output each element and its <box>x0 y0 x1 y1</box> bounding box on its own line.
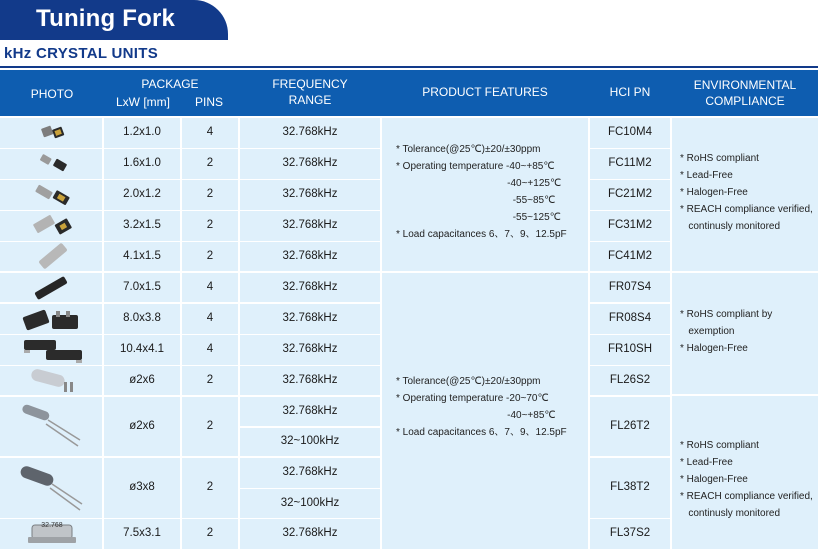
package-size: 1.6x1.0 <box>123 157 161 169</box>
pin-count: 2 <box>206 419 214 432</box>
part-number: FR08S4 <box>608 312 652 324</box>
cylinder-leaded-crystal-icon <box>16 462 86 512</box>
package-size: 7.0x1.5 <box>123 280 161 293</box>
part-number: FR07S4 <box>608 280 652 293</box>
package-size: ø2x6 <box>129 373 155 386</box>
package-size: 3.2x1.5 <box>123 219 161 231</box>
pin-count: 2 <box>206 527 214 539</box>
env-line: * REACH compliance verified, <box>680 204 813 215</box>
molded-crystal-icon <box>30 274 72 300</box>
table-header <box>0 70 818 116</box>
env-line: * RoHS compliant by <box>680 309 773 320</box>
part-number: FL37S2 <box>609 527 651 539</box>
frequency-value: 32.768kHz <box>282 219 338 231</box>
pin-count: 4 <box>206 126 214 138</box>
header-frequency: FREQUENCY <box>272 77 348 91</box>
header-features: PRODUCT FEATURES <box>422 85 548 99</box>
frequency-value: 32.768kHz <box>282 126 338 138</box>
env-line: * Halogen-Free <box>680 343 748 354</box>
frequency-value: 32.768kHz <box>282 404 338 417</box>
env-line: * RoHS compliant <box>680 153 759 164</box>
smd-crystal-icon <box>38 153 70 173</box>
frequency-value: 32.768kHz <box>282 157 338 169</box>
smd-crystal-icon <box>34 183 74 207</box>
pin-count: 2 <box>206 481 214 493</box>
env-line: continusly monitored <box>680 508 781 519</box>
part-number: FL26S2 <box>609 373 651 386</box>
molded-crystal-icon <box>22 336 86 364</box>
feature-line: * Tolerance(@25℃)±20/±30ppm <box>396 376 541 387</box>
feature-line: -55~85℃ <box>396 195 556 206</box>
frequency-value: 32.768kHz <box>282 373 338 386</box>
pin-count: 2 <box>206 219 214 231</box>
env-line: * REACH compliance verified, <box>680 491 813 502</box>
package-size: 1.2x1.0 <box>123 126 161 138</box>
part-number: FR10SH <box>607 343 653 355</box>
pin-count: 2 <box>206 373 214 386</box>
pin-count: 4 <box>206 312 214 324</box>
header-hci-pn: HCI PN <box>609 85 651 99</box>
pin-count: 2 <box>206 188 214 200</box>
package-size: ø3x8 <box>129 481 155 493</box>
pin-count: 4 <box>206 280 214 293</box>
smd-crystal-icon <box>32 213 74 239</box>
header-lxw: LxW [mm] <box>116 95 170 109</box>
molded-crystal-icon <box>22 305 82 333</box>
env-line: * Lead-Free <box>680 170 733 181</box>
feature-line: * Operating temperature -20~70℃ <box>396 393 549 404</box>
header-pins: PINS <box>194 95 223 109</box>
frequency-value: 32.768kHz <box>282 188 338 200</box>
part-number: FL38T2 <box>610 481 650 493</box>
header-env-line2: COMPLIANCE <box>705 94 785 108</box>
cylinder-crystal-icon <box>28 368 78 394</box>
package-size: 7.5x3.1 <box>123 527 161 539</box>
pin-count: 4 <box>206 343 214 355</box>
feature-line: * Load capacitances 6、7、9、12.5pF <box>396 427 567 438</box>
header-env-line1: ENVIRONMENTAL <box>693 78 797 92</box>
smd-crystal-icon <box>34 243 70 269</box>
env-line: * RoHS compliant <box>680 440 759 451</box>
part-number: FC11M2 <box>608 157 652 169</box>
frequency-value: 32~100kHz <box>280 435 340 447</box>
package-size: 10.4x4.1 <box>119 343 165 355</box>
env-line: * Halogen-Free <box>680 474 748 485</box>
env-line: continusly monitored <box>680 221 781 232</box>
feature-line: * Load capacitances 6、7、9、12.5pF <box>396 229 567 240</box>
part-number: FL26T2 <box>610 419 650 432</box>
header-package: PACKAGE <box>141 77 199 91</box>
frequency-value: 32.768kHz <box>282 527 338 539</box>
feature-line: -55~125℃ <box>396 212 561 223</box>
package-size: ø2x6 <box>129 419 155 432</box>
pin-count: 2 <box>206 157 214 169</box>
feature-line: * Tolerance(@25℃)±20/±30ppm <box>396 144 541 155</box>
feature-line: -40~+125℃ <box>396 178 562 189</box>
frequency-value: 32.768kHz <box>282 466 338 478</box>
package-size: 4.1x1.5 <box>123 249 161 262</box>
frequency-value: 32.768kHz <box>282 280 338 293</box>
part-number: FC10M4 <box>607 126 653 138</box>
cylinder-leaded-crystal-icon <box>18 402 84 450</box>
page-title: Tuning Fork <box>36 5 176 32</box>
header-photo: PHOTO <box>30 87 74 101</box>
package-size: 2.0x1.2 <box>123 188 161 200</box>
env-line: * Lead-Free <box>680 457 733 468</box>
package-size: 8.0x3.8 <box>123 312 161 324</box>
frequency-value: 32.768kHz <box>282 343 338 355</box>
part-number: FC21M2 <box>607 188 653 200</box>
header-range: RANGE <box>288 93 332 107</box>
pin-count: 2 <box>206 249 214 262</box>
env-line: * Halogen-Free <box>680 187 748 198</box>
part-number: FC41M2 <box>607 249 653 262</box>
feature-line: -40~+85℃ <box>396 410 556 421</box>
part-number: FC31M2 <box>607 219 653 231</box>
env-line: exemption <box>680 326 735 337</box>
feature-line: * Operating temperature -40~+85℃ <box>396 161 555 172</box>
frequency-value: 32.768kHz <box>282 312 338 324</box>
smd-crystal-icon <box>40 124 66 140</box>
frequency-value: 32.768kHz <box>282 249 338 262</box>
can-marking: 32.768 <box>41 522 63 529</box>
title-rule <box>0 66 818 68</box>
frequency-value: 32~100kHz <box>280 496 340 509</box>
page-subtitle: kHz CRYSTAL UNITS <box>4 45 159 62</box>
